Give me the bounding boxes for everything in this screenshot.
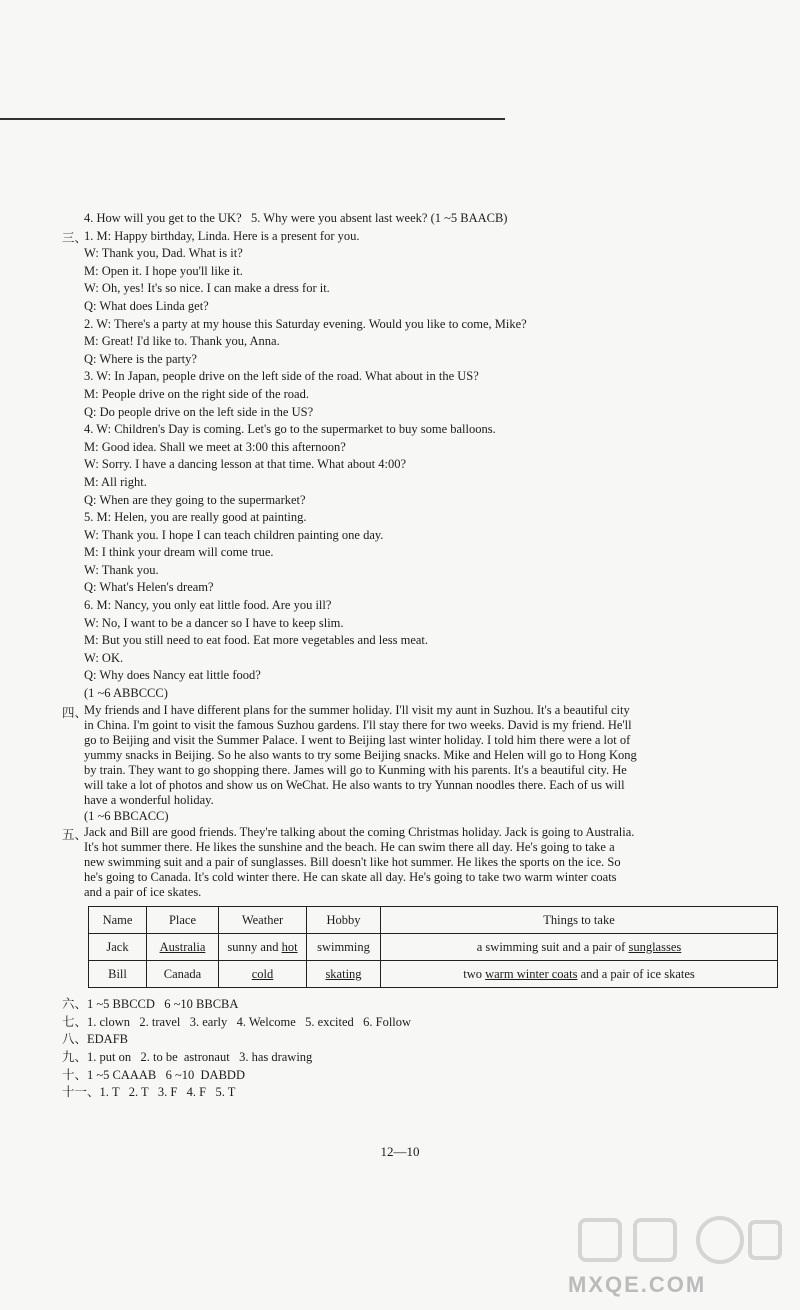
passage-line: by train. They want to go shopping there. James will go to Kunming with his parents. It's a beautiful city. He <box>84 762 627 777</box>
dialogue-line: M: Great! I'd like to. Thank you, Anna. <box>84 334 280 349</box>
table-header-cell: Things to take <box>381 907 778 934</box>
table-cell: Bill <box>89 961 147 988</box>
table-row <box>89 934 778 961</box>
dialogue-line: 6. M: Nancy, you only eat little food. Are you ill? <box>84 598 332 613</box>
dialogue-line: 5. M: Helen, you are really good at painting. <box>84 510 307 525</box>
info-table-wrapper <box>62 906 722 988</box>
table-cell <box>147 934 219 961</box>
answer-content <box>62 210 722 1102</box>
dialogue-line: W: Thank you, Dad. What is it? <box>84 246 243 261</box>
dialogue-line: M: All right. <box>84 474 147 489</box>
header-rule <box>0 118 505 120</box>
answer-underlined: sunglasses <box>628 939 682 954</box>
dialogue-line: 1. M: Happy birthday, Linda. Here is a present for you. <box>84 228 360 243</box>
listening-answer-line: 4. How will you get to the UK? 5. Why were you absent last week? (1 ~5 BAACB) <box>84 211 508 225</box>
dialogue-line: W: OK. <box>84 650 124 665</box>
page-number: 12—10 <box>380 1144 420 1159</box>
section-number: 三、 <box>62 230 88 245</box>
dialogue-line: 3. W: In Japan, people drive on the left side of the road. What about in the US? <box>84 369 479 384</box>
dialogue-line: 4. W: Children's Day is coming. Let's go to the supermarket to buy some balloons. <box>84 422 496 437</box>
answer-underlined: skating <box>325 966 362 981</box>
answer-key-line: (1 ~6 BBCACC) <box>84 808 169 823</box>
section-4 <box>62 703 722 826</box>
dialogue-line: M: Open it. I hope you'll like it. <box>84 263 243 278</box>
section-5 <box>62 825 722 900</box>
section-number: 四、 <box>62 705 88 720</box>
table-cell <box>219 961 307 988</box>
dialogue-line: W: No, I want to be a dancer so I have to keep slim. <box>84 615 344 630</box>
dialogue-line: Q: Why does Nancy eat little food? <box>84 668 261 683</box>
section-number: 五、 <box>62 828 88 843</box>
dialogue-line: Q: What's Helen's dream? <box>84 580 214 595</box>
table-cell <box>307 961 381 988</box>
dialogue-line: W: Thank you. I hope I can teach children painting one day. <box>84 527 384 542</box>
dialogue-line: Q: What does Linda get? <box>84 298 209 313</box>
section-3 <box>62 228 722 703</box>
passage-line: Jack and Bill are good friends. They're talking about the coming Christmas holiday. Jack is going to Australia. <box>84 825 635 840</box>
table-header-cell: Weather <box>219 907 307 934</box>
table-header-row <box>89 907 778 934</box>
info-table <box>88 906 778 988</box>
table-header-cell: Name <box>89 907 147 934</box>
answer-line: 七、1. clown 2. travel 3. early 4. Welcome 5. excited 6. Follow <box>62 1014 412 1029</box>
answer-key-line: (1 ~6 ABBCCC) <box>84 686 168 701</box>
dialogue-line: M: I think your dream will come true. <box>84 545 274 560</box>
dialogue-line: Q: When are they going to the supermarket? <box>84 492 306 507</box>
answer-underlined: cold <box>251 966 274 981</box>
table-cell: Canada <box>147 961 219 988</box>
answer-underlined: warm winter coats <box>485 966 578 981</box>
dialogue-line: M: But you still need to eat food. Eat more vegetables and less meat. <box>84 633 429 648</box>
table-cell <box>381 934 778 961</box>
dialogue-line: Q: Do people drive on the left side in the US? <box>84 404 314 419</box>
answer-underlined: hot <box>281 939 298 954</box>
passage-line: It's hot summer there. He likes the sunshine and the beach. He can swim there all day. He's going to take a <box>84 840 615 855</box>
passage-line: new swimming suit and a pair of sunglasses. Bill doesn't like hot summer. He likes the sports on the ice. So <box>84 855 621 870</box>
dialogue-line: W: Sorry. I have a dancing lesson at that time. What about 4:00? <box>84 457 407 472</box>
watermark-text: MXQE.COM <box>568 1272 707 1297</box>
passage-line: in China. I'm goint to visit the famous Suzhou gardens. I'll stay there for two weeks. David is my friend. He'll <box>84 717 632 732</box>
answer-line: 九、1. put on 2. to be astronaut 3. has drawing <box>62 1050 313 1064</box>
answer-line: 十一、1. T 2. T 3. F 4. F 5. T <box>62 1085 236 1100</box>
cell-text: sunny and <box>227 939 282 954</box>
cell-text: a swimming suit and a pair of <box>476 939 629 954</box>
answer-line: 八、EDAFB <box>62 1032 128 1047</box>
passage-line: yummy snacks in Beijing. So he also wants to try some Beijing snacks. Mike and Helen will go to Hong Kong <box>84 747 637 762</box>
passage-line: and a pair of ice skates. <box>84 885 202 900</box>
passage-line: will take a lot of photos and show us on WeChat. He also wants to try Yunnan noodles there. Each of us will <box>84 777 625 792</box>
table-row <box>89 961 778 988</box>
answer-line: 六、1 ~5 BBCCD 6 ~10 BBCBA <box>62 997 239 1012</box>
passage-line: have a wonderful holiday. <box>84 792 214 807</box>
cell-text: and a pair of ice skates <box>577 966 695 981</box>
passage-line: go to Beijing and visit the Summer Palace. I went to Beijing last winter holiday. I told him there were a lot of <box>84 732 631 747</box>
table-header-cell: Hobby <box>307 907 381 934</box>
cell-text: two <box>463 966 486 981</box>
table-cell <box>381 961 778 988</box>
table-cell <box>219 934 307 961</box>
table-cell: Jack <box>89 934 147 961</box>
passage-line: he's going to Canada. It's cold winter there. He can skate all day. He's going to take two warm winter coats <box>84 870 617 885</box>
table-header-cell: Place <box>147 907 219 934</box>
passage-line: My friends and I have different plans for the summer holiday. I'll visit my aunt in Suzhou. It's a beautiful city <box>84 702 630 717</box>
table-cell: swimming <box>307 934 381 961</box>
dialogue-line: M: Good idea. Shall we meet at 3:00 this afternoon? <box>84 439 346 454</box>
answer-underlined: Australia <box>159 939 206 954</box>
dialogue-line: 2. W: There's a party at my house this Saturday evening. Would you like to come, Mike? <box>84 316 527 331</box>
dialogue-line: W: Thank you. <box>84 562 159 577</box>
dialogue-line: W: Oh, yes! It's so nice. I can make a dress for it. <box>84 281 330 296</box>
dialogue-line: M: People drive on the right side of the road. <box>84 386 309 401</box>
dialogue-line: Q: Where is the party? <box>84 351 197 366</box>
answer-line: 十、1 ~5 CAAAB 6 ~10 DABDD <box>62 1067 245 1082</box>
